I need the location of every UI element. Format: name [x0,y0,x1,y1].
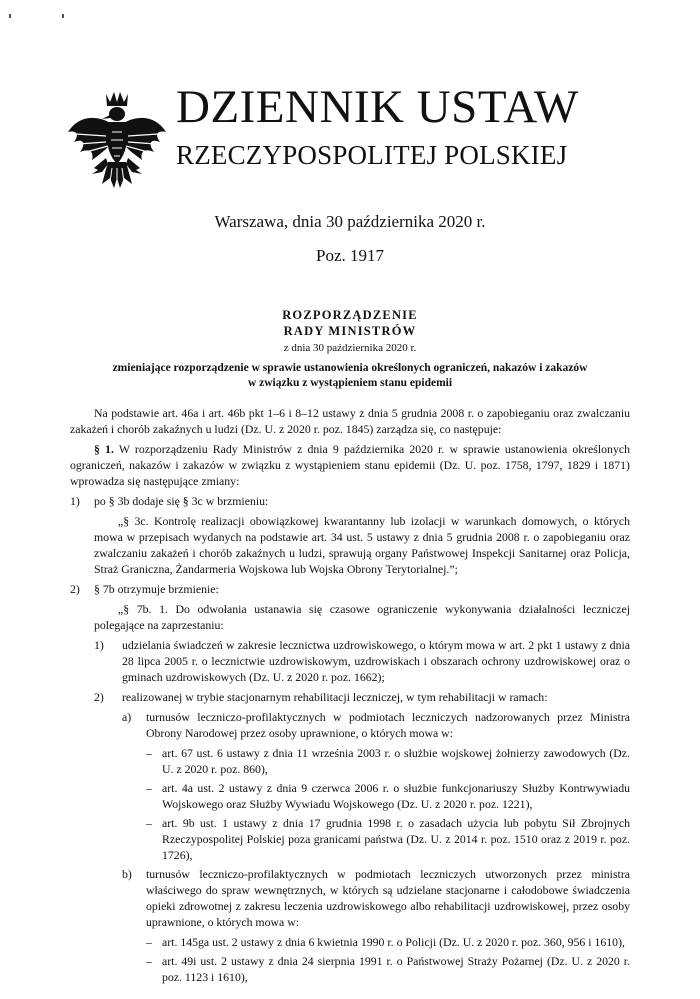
dash-symbol: – [146,746,152,760]
list-item [94,689,630,705]
place-date: Warszawa, dnia 30 października 2020 r. [214,212,486,231]
dash-item [146,780,630,812]
scan-mark [62,14,64,18]
list-item [94,637,630,685]
list-item [122,866,630,930]
list-item [70,493,630,509]
dash-symbol: – [146,816,152,830]
list-item [70,581,630,597]
dash-item [146,953,630,985]
item-text: § 7b otrzymuje brzmienie: [94,582,219,596]
journal-subtitle: RZECZYPOSPOLITEJ POLSKIEJ [176,140,568,170]
position-number: Poz. 1917 [316,246,384,265]
dash-text: art. 145ga ust. 2 ustawy z dnia 6 kwietnia 1990 r. o Policji (Dz. U. z 2020 r. poz. 360, 956 i 1610), [162,935,625,949]
letter-list [122,709,630,985]
dash-symbol: – [146,954,152,968]
dash-list [146,745,630,863]
item-number: 2) [70,582,80,596]
section-1 [70,441,630,489]
act-subject: zmieniające rozporządzenie w sprawie ustanowienia określonych ograniczeń, nakazów i zakazów w związku z wystąpieniem stanu epidemii [112,362,588,389]
document-body [70,405,630,988]
act-type: ROZPORZĄDZENIE [282,308,418,322]
item-number: 2) [94,690,104,704]
dash-item [146,815,630,863]
quoted-provision: „§ 3c. Kontrolę realizacji obowiązkowej kwarantanny lub izolacji w warunkach domowych, o których mowa w przepisach wydanych na podstawie art. 34 ust. 5 ustawy z dnia 5 grudnia 2008 r. o zapobieganiu oraz zwalczaniu zakażeń i chorób zakaźnych u ludzi, sprawują organy Państwowej Inspekcji Sanitarnej oraz Policja, Straż Graniczna, Żandarmeria Wojskowa lub Wojska Obrony Terytorialnej.”; [94,514,630,576]
sub-list [94,637,630,985]
item-text: turnusów leczniczo-profilaktycznych w podmiotach leczniczych utworzonych przez ministra właściwego do spraw wewnętrznych, w których są udzielane stacjonarne i całodobowe świadczenia opieki zdrowotnej z zakresu leczenia uzdrowiskowego albo rehabilitacji uzdrowiskowej, przez osoby uprawnione, o których mowa w: [146,867,630,929]
item-letter: b) [122,867,132,881]
dash-symbol: – [146,781,152,795]
item-letter: a) [122,710,132,724]
act-organ: RADY MINISTRÓW [283,324,417,338]
item-text: udzielania świadczeń w zakresie lecznictwa uzdrowiskowego, o którym mowa w art. 2 pkt 1 ustawy z dnia 28 lipca 2005 r. o lecznictwie uzdrowiskowym, uzdrowiskach i obszarach ochrony uzdrowiskowej oraz o gminach uzdrowiskowych (Dz. U. z 2020 r. poz. 1662); [122,638,630,684]
polish-eagle-emblem-icon [62,88,172,198]
quoted-provision: „§ 7b. 1. Do odwołania ustanawia się czasowe ograniczenie wykonywania działalności leczniczej polegające na zaprzestaniu: [94,602,630,632]
section-mark: § 1. [94,442,114,456]
preamble: Na podstawie art. 46a i art. 46b pkt 1–6 i 8–12 ustawy z dnia 5 grudnia 2008 r. o zapobieganiu oraz zwalczaniu zakażeń i chorób zakaźnych u ludzi (Dz. U. z 2020 r. poz. 1845) zarządza się, co następuje: [70,406,630,436]
item-text: realizowanej w trybie stacjonarnym rehabilitacji leczniczej, w tym rehabilitacji w ramach: [122,690,548,704]
dash-text: art. 49i ust. 2 ustawy z dnia 24 sierpnia 1991 r. o Państwowej Straży Pożarnej (Dz. U. z 2020 r. poz. 1123 i 1610), [162,954,630,984]
dash-item [146,745,630,777]
dash-text: art. 4a ust. 2 ustawy z dnia 9 czerwca 2006 r. o służbie funkcjonariuszy Służby Kontrwywiadu Wojskowego oraz Służby Wywiadu Wojskowego (Dz. U. z 2020 r. poz. 1221), [162,781,630,811]
journal-title: DZIENNIK USTAW [176,81,579,133]
list-item [122,709,630,741]
dash-text: art. 67 ust. 6 ustawy z dnia 11 września 2003 r. o służbie wojskowej żołnierzy zawodowych (Dz. U. z 2020 r. poz. 860), [162,746,630,776]
dash-list [146,934,630,985]
act-date: z dnia 30 października 2020 r. [283,342,417,354]
item-text: turnusów leczniczo-profilaktycznych w podmiotach leczniczych nadzorowanych przez Ministra Obrony Narodowej przez osoby uprawnione, o których mowa w: [146,710,630,740]
item-text: po § 3b dodaje się § 3c w brzmieniu: [94,494,269,508]
dash-text: art. 9b ust. 1 ustawy z dnia 17 grudnia 1998 r. o zasadach użycia lub pobytu Sił Zbrojnych Rzeczypospolitej Polskiej poza granicami państwa (Dz. U. z 2014 r. poz. 1510 oraz z 2019 r. poz. 1726), [162,816,630,862]
dash-item [146,934,630,950]
section-1-text: W rozporządzeniu Rady Ministrów z dnia 9 października 2020 r. w sprawie ustanowienia określonych ograniczeń, nakazów i zakazów w związku z wystąpieniem stanu epidemii (Dz. U. poz. 1758, 1797, 1829 i 1871) wprowadza się następujące zmiany: [70,442,630,488]
item-number: 1) [94,638,104,652]
item-number: 1) [70,494,80,508]
dash-symbol: – [146,935,152,949]
scan-mark [9,14,11,18]
